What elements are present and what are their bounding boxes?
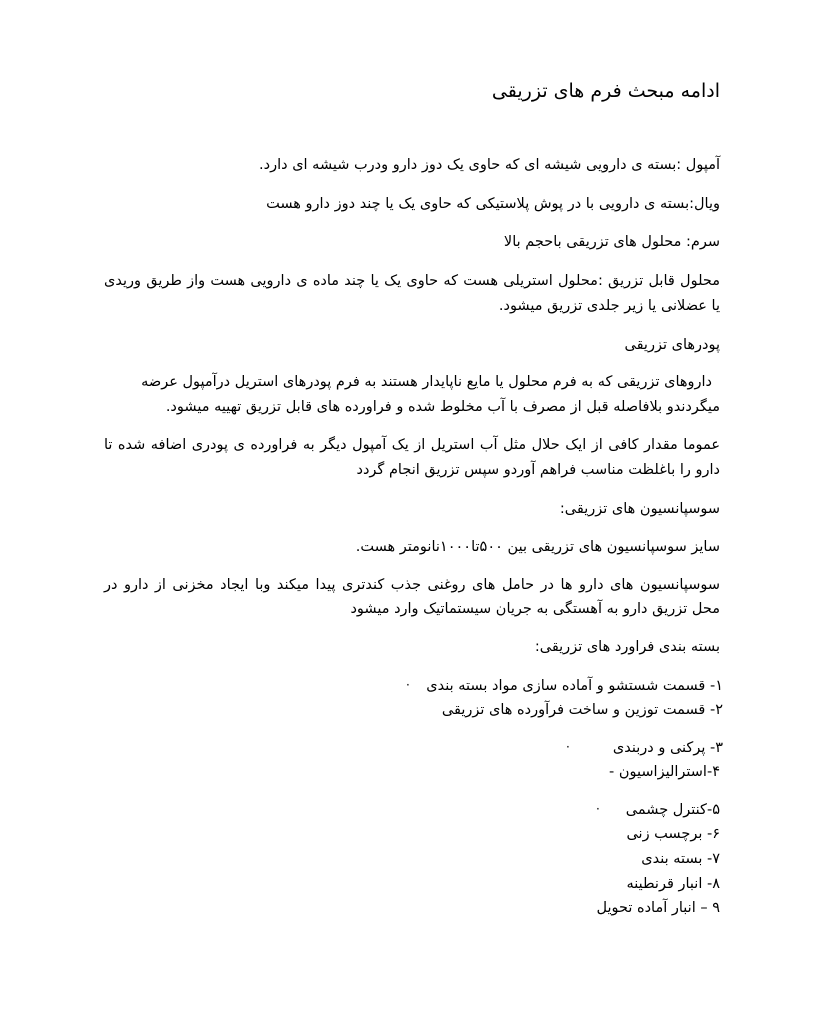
packaging-step: ۱- قسمت شستشو و آماده سازی مواد بسته بندی — [426, 678, 723, 694]
list-bullet: · — [566, 740, 570, 754]
packaging-heading: بسته بندی فراورد های تزریقی: — [534, 639, 720, 655]
ampoule-definition: آمپول :بسته ی دارویی شیشه ای که حاوی یک دوز دارو ودرب شیشه ای دارد. — [259, 157, 720, 173]
suspension-heading: سوسپانسیون های تزریقی: — [559, 501, 720, 517]
vial-definition: ویال:بسته ی دارویی با در پوش پلاستیکی که حاوی یک یا چند دوز دارو هست — [266, 196, 720, 212]
list-bullet: · — [406, 678, 410, 692]
packaging-step: ۹ – انبار آماده تحویل — [596, 900, 720, 916]
powders-paragraph-line-1: داروهای تزریقی که به فرم محلول یا مایع ناپایدار هستند به فرم پودرهای استریل درآمپول عرضه — [141, 374, 712, 390]
packaging-step: ۲- قسمت توزین و ساخت فرآورده های تزریقی — [441, 702, 723, 718]
serum-definition: سرم: محلول های تزریقی باحجم بالا — [503, 234, 720, 250]
suspension-paragraph-line-1: سوسپانسیون های دارو ها در حامل های روغنی جذب کندتری پیدا میکند وبا ایجاد مخزنی از دارو در — [104, 577, 720, 593]
powders-heading: پودرهای تزریقی — [624, 337, 720, 353]
packaging-step: ۵-کنترل چشمی — [625, 802, 720, 818]
solvent-paragraph-line-2: دارو را باغلظت مناسب فراهم آوردو سپس تزریق انجام گردد — [356, 462, 720, 478]
solution-paragraph-line-1: محلول قابل تزریق :محلول استریلی هست که حاوی یک یا چند ماده ی دارویی هست واز طریق وریدی — [104, 273, 720, 289]
packaging-step: ۶- برچسب زنی — [626, 826, 720, 842]
packaging-step: ۳- پرکنی و دربندی — [612, 740, 723, 756]
page-title: ادامه مبحث فرم های تزریقی — [491, 80, 720, 102]
list-bullet: · — [596, 802, 600, 816]
packaging-step: ۸- انبار قرنطینه — [626, 876, 720, 892]
suspension-paragraph-line-2: محل تزریق دارو به آهستگی به جریان سیستماتیک وارد میشود — [350, 601, 720, 617]
solution-paragraph-line-2: یا عضلانی یا زیر جلدی تزریق میشود. — [498, 298, 720, 314]
suspension-size: سایز سوسپانسیون های تزریقی بین ۵۰۰تا۱۰۰۰نانومتر هست. — [355, 539, 720, 555]
powders-paragraph-line-2: میگردندو بلافاصله قبل از مصرف با آب مخلوط شده و فراورده های قابل تزریق تهییه میشود. — [165, 399, 720, 415]
packaging-step: ۴-استرالیزاسیون - — [609, 764, 720, 780]
packaging-step: ۷- بسته بندی — [641, 851, 720, 867]
solvent-paragraph-line-1: عموما مقدار کافی از ایک حلال مثل آب استریل از یک آمپول دیگر به فراورده ی پودری اضافه شده تا — [104, 437, 720, 453]
